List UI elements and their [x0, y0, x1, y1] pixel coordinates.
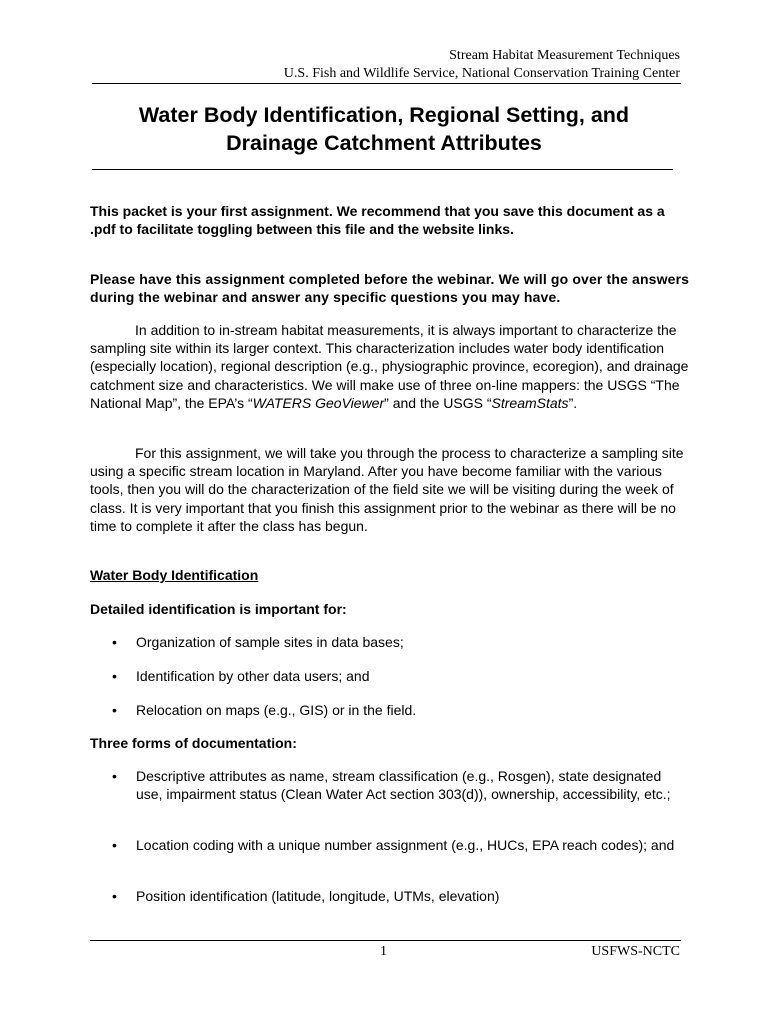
list-item-text: Relocation on maps (e.g., GIS) or in the field. [136, 702, 417, 718]
page-number: 1 [380, 944, 387, 959]
list-item-text: Location coding with a unique number assignment (e.g., HUCs, EPA reach codes); and [136, 837, 675, 853]
context-text-2: ” and the USGS “ [384, 394, 492, 411]
bullet-icon: • [112, 634, 117, 650]
document-title [92, 101, 676, 157]
section-heading: Water Body Identification [90, 567, 259, 583]
waters-geoviewer-name: WATERS GeoViewer [252, 394, 385, 411]
footer-organization: USFWS-NCTC [591, 944, 680, 959]
title-line-2: Drainage Catchment Attributes [226, 131, 542, 155]
streamstats-name: StreamStats [491, 394, 569, 411]
important-heading: Detailed identification is important for: [90, 601, 347, 617]
bullet-icon: • [112, 837, 117, 853]
bullet-icon: • [112, 668, 117, 684]
list-item-text: Organization of sample sites in data bases; [136, 634, 404, 650]
documentation-heading: Three forms of documentation: [90, 735, 297, 751]
list-item-text: Position identification (latitude, longitude, UTMs, elevation) [136, 888, 500, 904]
bullet-icon: • [112, 888, 117, 904]
bullet-icon: • [112, 702, 117, 718]
intro-paragraph: This packet is your first assignment. We recommend that you save this document as a .pdf to facilitate toggling between this file and the website links. [90, 203, 665, 238]
list-item-text: Descriptive attributes as name, stream classification (e.g., Rosgen), state designated use, impairment status (Clean Water Act section 303(d)), ownership, accessibility, etc.; [136, 768, 671, 803]
title-divider [92, 169, 673, 170]
context-paragraph [90, 321, 690, 412]
webinar-notice: Please have this assignment completed before the webinar. We will go over the answers during the webinar and answer any specific questions you may have. [90, 271, 690, 306]
context-text-3: ”. [568, 394, 578, 411]
running-header-title: Stream Habitat Measurement Techniques [449, 48, 680, 63]
footer-divider [90, 940, 681, 941]
running-header-organization: U.S. Fish and Wildlife Service, National Conservation Training Center [283, 66, 680, 81]
assignment-paragraph: For this assignment, we will take you through the process to characterize a sampling site using a specific stream location in Maryland. After you have become familiar with the various tools, then you will do the characterization of the field site we will be visiting during the week of class. It is very important that you finish this assignment prior to the webinar as there will be no time to complete it after the class has begun. [90, 445, 684, 534]
context-text-1: In addition to in-stream habitat measurements, it is always important to characterize the sampling site within its larger context. This characterization includes water body identification (especially location), regional description (e.g., physiographic province, ecoregion), and drainage catchment size and characteristics. We will make use of three on-line mappers: the USGS “The National Map”, the EPA’s “ [90, 322, 689, 411]
list-item-text: Identification by other data users; and [136, 668, 370, 684]
bullet-icon: • [112, 768, 117, 784]
header-divider [92, 83, 681, 84]
title-line-1: Water Body Identification, Regional Setting, and [138, 103, 630, 127]
